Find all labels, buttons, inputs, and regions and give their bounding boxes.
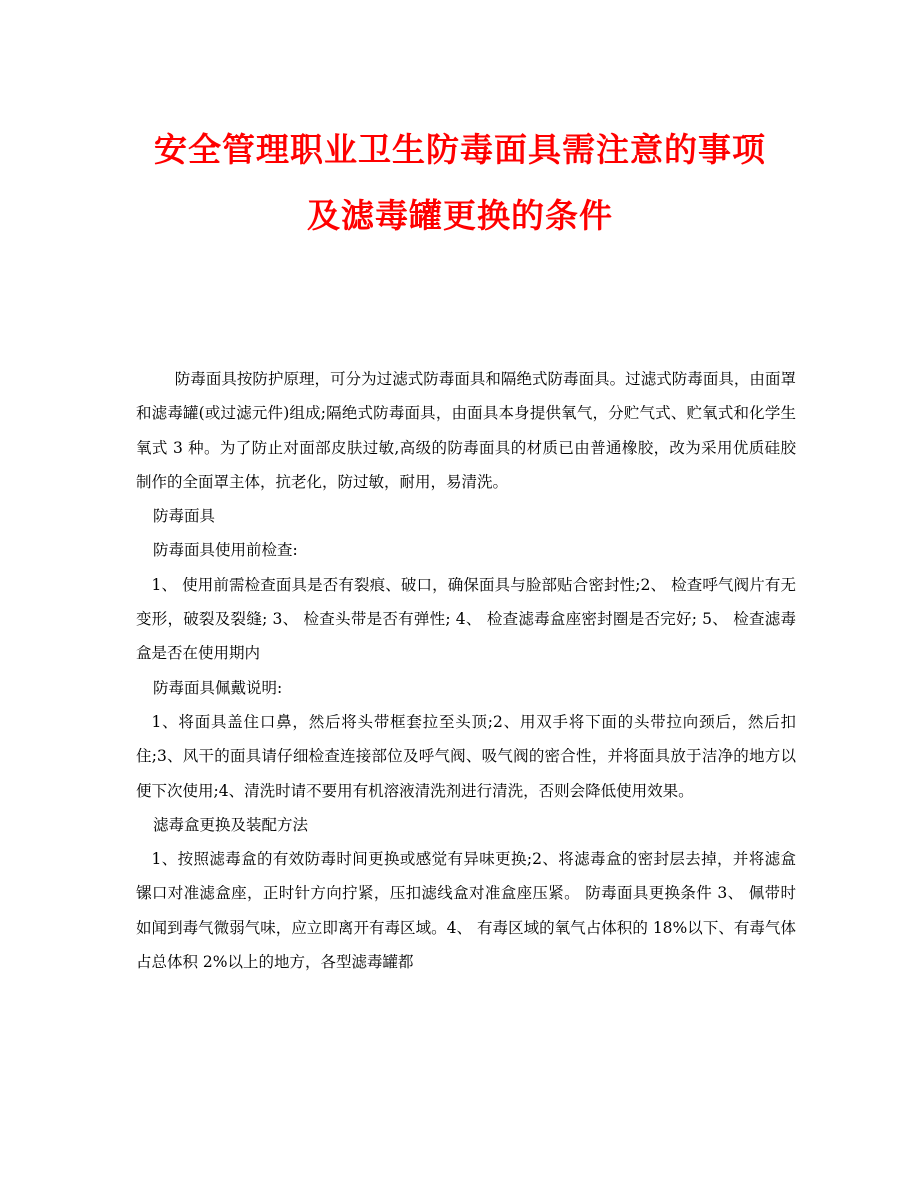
document-title-line-2: 及滤毒罐更换的条件 [307,196,613,235]
section-heading-pre-use-check: 防毒面具使用前检查: [153,541,298,560]
pre-use-check-list: 1、 使用前需检查面具是否有裂痕、破口，确保面具与脸部贴合密封性;2、 检查呼气阀片有无变形，破裂及裂缝; 3、 检查头带是否有弹性; 4、 检查滤毒盒座密封圈是否完好; 5、 检查滤毒盒是否在使用期内 [136,575,796,663]
document-title-line-1: 安全管理职业卫生防毒面具需注意的事项 [154,130,766,169]
section-heading-wearing-instructions: 防毒面具佩戴说明: [153,678,283,697]
filter-replacement-list: 1、按照滤毒盒的有效防毒时间更换或感觉有异味更换;2、将滤毒盒的密封层去掉，并将滤盒镙口对准滤盒座，正时针方向拧紧，压扣滤线盒对准盒座压紧。 防毒面具更换条件 3、 佩带时如闻到毒气微弱气味，应立即离开有毒区域。4、 有毒区域的氧气占体积的 18%以下、有毒气体占总体积 2%以上的地方，各型滤毒罐都 [136,850,796,972]
section-heading-filter-replacement: 滤毒盒更换及装配方法 [153,815,309,834]
document-body [136,362,796,979]
intro-paragraph: 防毒面具按防护原理，可分为过滤式防毒面具和隔绝式防毒面具。过滤式防毒面具，由面罩和滤毒罐(或过滤元件)组成;隔绝式防毒面具，由面具本身提供氧气，分贮气式、贮氧式和化学生氧式 3 种。为了防止对面部皮肤过敏,高级的防毒面具的材质已由普通橡胶，改为采用优质硅胶制作的全面罩主体，抗老化，防过敏，耐用，易清洗。 [136,370,796,491]
wearing-instructions-list: 1、将面具盖住口鼻，然后将头带框套拉至头顶;2、用双手将下面的头带拉向颈后，然后扣住;3、风干的面具请仔细检查连接部位及呼气阀、吸气阀的密合性，并将面具放于洁净的地方以便下次使用;4、清洗时请不要用有机溶液清洗剂进行清洗，否则会降低使用效果。 [136,712,796,800]
section-heading-mask: 防毒面具 [153,507,216,526]
